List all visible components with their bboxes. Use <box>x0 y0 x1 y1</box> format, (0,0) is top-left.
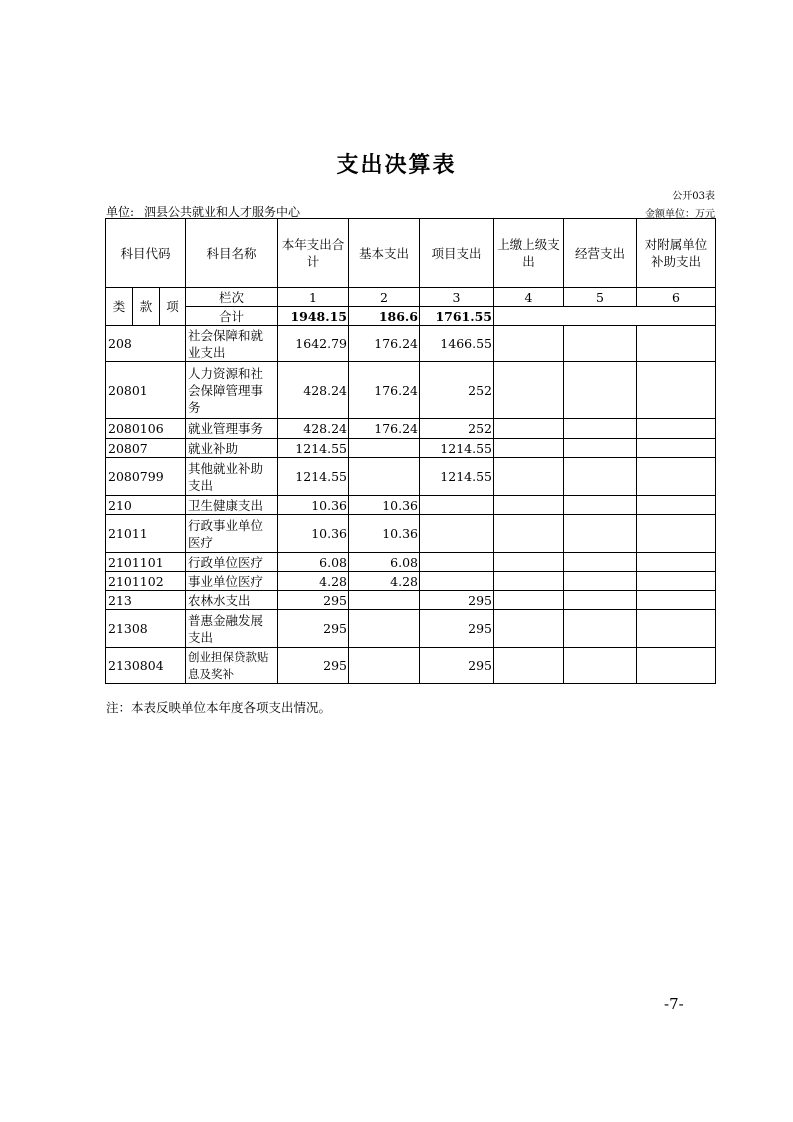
row-name: 就业补助 <box>186 439 278 458</box>
row-empty-cell <box>494 515 564 553</box>
row-total: 1214.55 <box>278 439 349 458</box>
row-project: 295 <box>420 591 494 610</box>
table-row <box>106 553 716 572</box>
row-name: 农林水支出 <box>186 591 278 610</box>
row-basic <box>349 648 420 684</box>
row-basic <box>349 591 420 610</box>
row-code: 208 <box>106 326 186 362</box>
row-name: 行政事业单位医疗 <box>186 515 278 553</box>
table-row <box>106 458 716 496</box>
row-empty-cell <box>564 419 637 439</box>
row-name: 卫生健康支出 <box>186 496 278 515</box>
row-empty-cell <box>494 572 564 591</box>
row-empty-cell <box>564 572 637 591</box>
row-total: 10.36 <box>278 496 349 515</box>
column-number: 4 <box>494 288 564 307</box>
total-row-label: 合计 <box>186 307 278 326</box>
row-project: 1214.55 <box>420 458 494 496</box>
row-total: 295 <box>278 610 349 648</box>
table-row <box>106 572 716 591</box>
total-cell-empty <box>637 307 716 326</box>
row-name: 创业担保贷款贴息及奖补 <box>186 648 278 684</box>
amount-unit: 金额单位：万元 <box>645 209 715 220</box>
row-basic: 176.24 <box>349 326 420 362</box>
row-empty-cell <box>494 553 564 572</box>
row-project: 295 <box>420 610 494 648</box>
total-cell-empty <box>564 307 637 326</box>
row-empty-cell <box>637 496 716 515</box>
row-empty-cell <box>564 362 637 419</box>
row-project: 252 <box>420 362 494 419</box>
header-code: 科目代码 <box>106 219 186 288</box>
row-empty-cell <box>637 572 716 591</box>
row-empty-cell <box>494 591 564 610</box>
sub-header-kuan: 款 <box>133 288 160 326</box>
row-code: 21308 <box>106 610 186 648</box>
row-project <box>420 496 494 515</box>
row-name: 普惠金融发展支出 <box>186 610 278 648</box>
column-number: 5 <box>564 288 637 307</box>
row-empty-cell <box>494 362 564 419</box>
row-code: 2080106 <box>106 419 186 439</box>
column-number: 6 <box>637 288 716 307</box>
row-empty-cell <box>494 326 564 362</box>
row-name: 社会保障和就业支出 <box>186 326 278 362</box>
column-row-label: 栏次 <box>186 288 278 307</box>
row-empty-cell <box>637 648 716 684</box>
row-empty-cell <box>564 496 637 515</box>
row-total: 295 <box>278 591 349 610</box>
row-code: 21011 <box>106 515 186 553</box>
column-number: 3 <box>420 288 494 307</box>
row-basic: 10.36 <box>349 515 420 553</box>
row-empty-cell <box>564 648 637 684</box>
row-project: 252 <box>420 419 494 439</box>
row-basic <box>349 439 420 458</box>
row-empty-cell <box>494 419 564 439</box>
table-row <box>106 439 716 458</box>
row-name: 人力资源和社会保障管理事务 <box>186 362 278 419</box>
row-empty-cell <box>494 458 564 496</box>
row-total: 428.24 <box>278 362 349 419</box>
total-cell: 1948.15 <box>278 307 349 326</box>
header-business: 经营支出 <box>564 219 637 288</box>
column-number-row <box>106 288 716 307</box>
total-row <box>106 307 716 326</box>
table-note: 注：本表反映单位本年度各项支出情况。 <box>106 700 332 715</box>
row-total: 6.08 <box>278 553 349 572</box>
row-empty-cell <box>637 326 716 362</box>
table-row <box>106 496 716 515</box>
row-empty-cell <box>637 591 716 610</box>
row-name: 其他就业补助支出 <box>186 458 278 496</box>
total-cell: 1761.55 <box>420 307 494 326</box>
row-project: 295 <box>420 648 494 684</box>
row-total: 295 <box>278 648 349 684</box>
expenditure-table <box>105 218 716 684</box>
row-empty-cell <box>564 610 637 648</box>
row-basic: 6.08 <box>349 553 420 572</box>
row-name: 事业单位医疗 <box>186 572 278 591</box>
row-empty-cell <box>637 458 716 496</box>
table-row <box>106 515 716 553</box>
row-project <box>420 572 494 591</box>
unit-name: 泗县公共就业和人才服务中心 <box>144 205 301 219</box>
header-project: 项目支出 <box>420 219 494 288</box>
row-code: 20807 <box>106 439 186 458</box>
row-empty-cell <box>564 326 637 362</box>
row-total: 428.24 <box>278 419 349 439</box>
row-basic: 10.36 <box>349 496 420 515</box>
row-total: 4.28 <box>278 572 349 591</box>
unit-label: 单位: <box>106 205 135 219</box>
row-code: 213 <box>106 591 186 610</box>
row-basic: 176.24 <box>349 419 420 439</box>
table-row <box>106 610 716 648</box>
row-basic: 4.28 <box>349 572 420 591</box>
row-empty-cell <box>637 439 716 458</box>
row-basic: 176.24 <box>349 362 420 419</box>
header-total: 本年支出合计 <box>278 219 349 288</box>
row-empty-cell <box>637 553 716 572</box>
row-project: 1466.55 <box>420 326 494 362</box>
column-number: 2 <box>349 288 420 307</box>
row-empty-cell <box>494 610 564 648</box>
row-project <box>420 515 494 553</box>
total-cell-empty <box>494 307 564 326</box>
row-project: 1214.55 <box>420 439 494 458</box>
header-upper: 上缴上级支出 <box>494 219 564 288</box>
row-project <box>420 553 494 572</box>
header-subsidy: 对附属单位补助支出 <box>637 219 716 288</box>
page-title: 支出决算表 <box>336 153 457 178</box>
row-empty-cell <box>564 591 637 610</box>
total-cell: 186.6 <box>349 307 420 326</box>
row-empty-cell <box>637 362 716 419</box>
row-total: 10.36 <box>278 515 349 553</box>
row-code: 2101101 <box>106 553 186 572</box>
row-empty-cell <box>494 648 564 684</box>
sub-header-xiang: 项 <box>160 288 186 326</box>
row-empty-cell <box>564 439 637 458</box>
header-basic: 基本支出 <box>349 219 420 288</box>
row-empty-cell <box>637 610 716 648</box>
row-code: 2080799 <box>106 458 186 496</box>
row-empty-cell <box>637 419 716 439</box>
table-row <box>106 326 716 362</box>
row-code: 2130804 <box>106 648 186 684</box>
table-row <box>106 362 716 419</box>
row-empty-cell <box>494 439 564 458</box>
row-code: 2101102 <box>106 572 186 591</box>
sub-header-lei: 类 <box>106 288 133 326</box>
header-name: 科目名称 <box>186 219 278 288</box>
row-basic <box>349 610 420 648</box>
column-number: 1 <box>278 288 349 307</box>
row-total: 1642.79 <box>278 326 349 362</box>
table-row <box>106 419 716 439</box>
row-basic <box>349 458 420 496</box>
row-empty-cell <box>494 496 564 515</box>
table-row <box>106 648 716 684</box>
row-name: 就业管理事务 <box>186 419 278 439</box>
form-number: 公开03表 <box>672 191 715 202</box>
row-name: 行政单位医疗 <box>186 553 278 572</box>
row-code: 210 <box>106 496 186 515</box>
header-row <box>106 219 716 288</box>
row-total: 1214.55 <box>278 458 349 496</box>
row-code: 20801 <box>106 362 186 419</box>
row-empty-cell <box>637 515 716 553</box>
row-empty-cell <box>564 458 637 496</box>
page-number: -7- <box>664 995 684 1013</box>
row-empty-cell <box>564 553 637 572</box>
table-row <box>106 591 716 610</box>
row-empty-cell <box>564 515 637 553</box>
